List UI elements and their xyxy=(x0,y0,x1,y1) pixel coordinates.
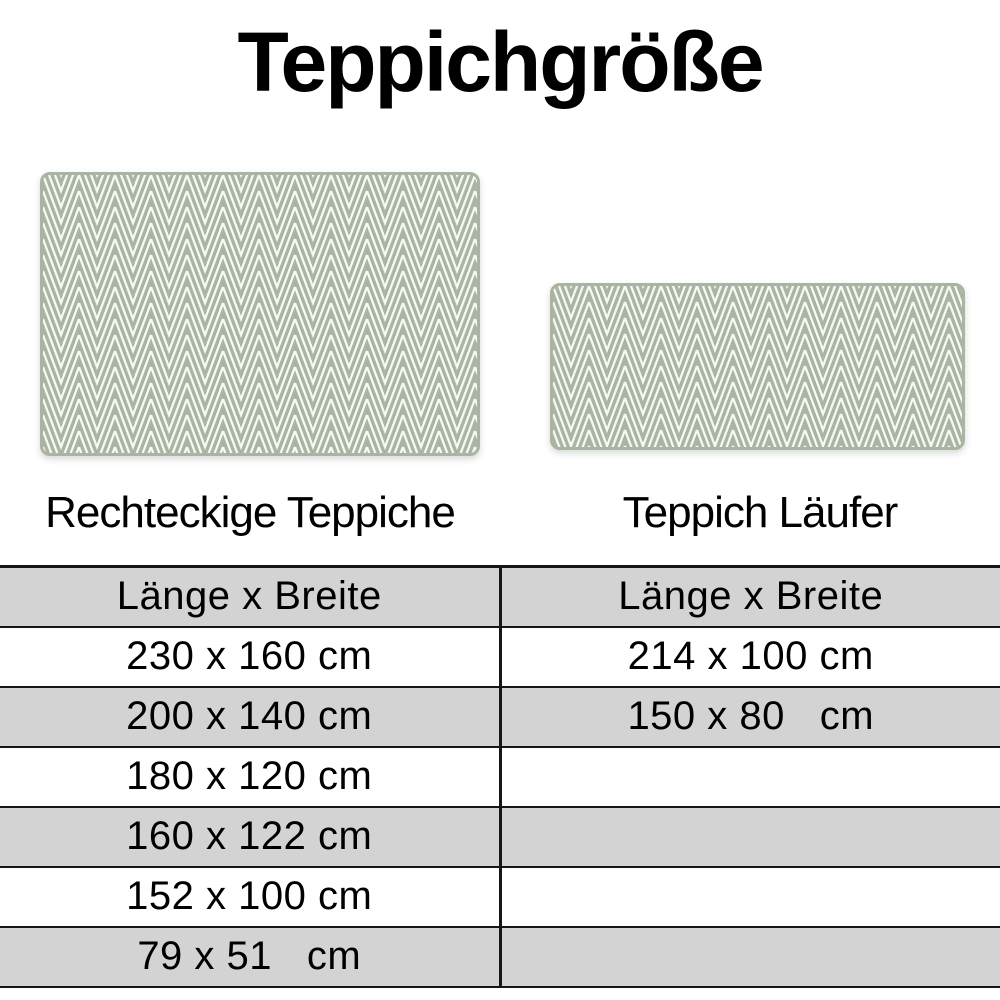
size-cell xyxy=(500,807,1000,867)
table-row xyxy=(0,927,1000,987)
table-row xyxy=(0,867,1000,927)
table-row xyxy=(0,747,1000,807)
size-cell xyxy=(500,927,1000,987)
table-row xyxy=(0,687,1000,747)
size-cell: 180 x 120 cm xyxy=(0,747,500,807)
size-cell: 152 x 100 cm xyxy=(0,867,500,927)
table-header-row xyxy=(0,567,1000,627)
size-table xyxy=(0,565,1000,988)
size-cell xyxy=(500,747,1000,807)
right-column-header: Länge x Breite xyxy=(500,567,1000,627)
page-title: Teppichgröße xyxy=(237,15,763,109)
size-cell: 160 x 122 cm xyxy=(0,807,500,867)
rectangular-rugs-label: Rechteckige Teppiche xyxy=(45,488,455,537)
size-cell: 200 x 140 cm xyxy=(0,687,500,747)
size-cell xyxy=(500,867,1000,927)
table-row xyxy=(0,807,1000,867)
chevron-pattern-rect xyxy=(43,175,477,453)
rectangular-rug-image xyxy=(40,172,480,456)
table-row xyxy=(0,627,1000,687)
runner-rug-image xyxy=(550,283,965,450)
chevron-pattern-runner xyxy=(553,286,962,447)
size-cell: 79 x 51 cm xyxy=(0,927,500,987)
runner-rugs-label: Teppich Läufer xyxy=(622,488,898,537)
size-cell: 230 x 160 cm xyxy=(0,627,500,687)
left-column-header: Länge x Breite xyxy=(0,567,500,627)
size-cell: 150 x 80 cm xyxy=(500,687,1000,747)
size-cell: 214 x 100 cm xyxy=(500,627,1000,687)
